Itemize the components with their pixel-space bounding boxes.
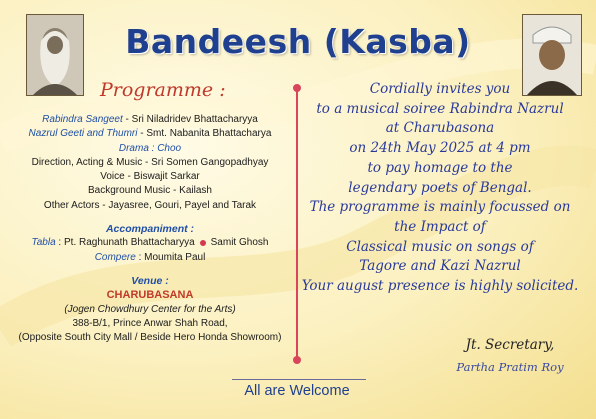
bullet-dot-icon bbox=[200, 240, 206, 246]
programme-line bbox=[0, 127, 300, 141]
drama-line: Voice - Biswajit Sarkar bbox=[100, 171, 200, 183]
invitation-line: to pay homage to the bbox=[367, 159, 513, 176]
accompaniment-heading: Accompaniment : bbox=[105, 223, 195, 236]
invitation-text bbox=[300, 80, 580, 297]
venue-line: 388-B/1, Prince Anwar Shah Road, bbox=[72, 317, 228, 329]
tabla-label: Tabla bbox=[31, 237, 56, 249]
tabla-value-2: Samit Ghosh bbox=[210, 237, 269, 249]
programme-role: Rabindra Sangeet bbox=[42, 114, 123, 125]
programme-heading: Programme : bbox=[100, 79, 226, 101]
invitation-line: Classical music on songs of bbox=[346, 238, 534, 255]
programme-details bbox=[0, 113, 300, 345]
programme-line bbox=[0, 113, 300, 127]
page-title: Bandeesh (Kasba) bbox=[125, 22, 471, 61]
center-divider bbox=[296, 88, 298, 360]
welcome-divider bbox=[232, 379, 366, 380]
invitation-line: at Charubasona bbox=[385, 120, 495, 137]
drama-heading: Drama : Choo bbox=[118, 142, 182, 154]
welcome-text: All are Welcome bbox=[244, 383, 350, 399]
invitation-line: on 24th May 2025 at 4 pm bbox=[349, 140, 531, 157]
programme-role: Nazrul Geeti and Thumri bbox=[28, 128, 138, 140]
invitation-line: Cordially invites you bbox=[369, 81, 511, 97]
drama-line: Direction, Acting & Music - Sri Somen Gangopadhyay bbox=[31, 156, 269, 168]
drama-line: Background Music - Kailash bbox=[88, 185, 212, 197]
tabla-value: : Pt. Raghunath Bhattacharyya bbox=[55, 237, 195, 249]
venue-heading: Venue : bbox=[131, 274, 169, 287]
signature-role: Jt. Secretary, bbox=[465, 337, 555, 353]
compere-label: Compere bbox=[94, 251, 136, 263]
compere-value: : Moumita Paul bbox=[135, 251, 206, 263]
compere-line bbox=[0, 251, 300, 265]
tabla-line bbox=[0, 236, 300, 250]
invitation-line: the Impact of bbox=[394, 218, 486, 235]
drama-line: Other Actors - Jayasree, Gouri, Payel and Tarak bbox=[43, 199, 257, 211]
invitation-line: The programme is mainly focussed on bbox=[309, 199, 571, 216]
divider-dot-icon bbox=[293, 356, 301, 364]
venue-line: (Jogen Chowdhury Center for the Arts) bbox=[64, 303, 236, 315]
invitation-line: Tagore and Kazi Nazrul bbox=[359, 258, 521, 275]
venue-line: (Opposite South City Mall / Beside Hero Honda Showroom) bbox=[18, 332, 282, 344]
invitation-line: to a musical soiree Rabindra Nazrul bbox=[316, 100, 564, 117]
invitation-line: Your august presence is highly solicited. bbox=[301, 278, 579, 295]
programme-performer: - Sri Niladridev Bhattacharyya bbox=[122, 114, 258, 125]
programme-performer: - Smt. Nabanita Bhattacharya bbox=[137, 128, 272, 140]
signature-name: Partha Pratim Roy bbox=[456, 360, 564, 374]
venue-name: CHARUBASANA bbox=[106, 289, 194, 302]
invitation-line: legendary poets of Bengal. bbox=[348, 179, 532, 196]
